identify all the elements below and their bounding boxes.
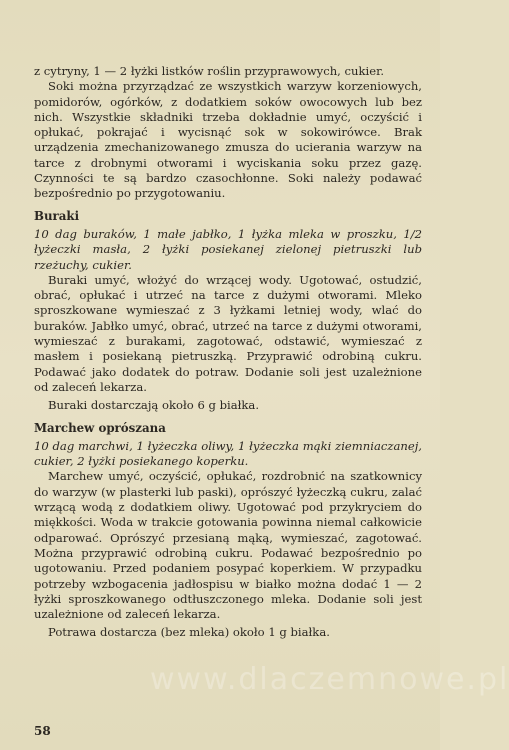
recipe-method-marchew: Marchew umyć, oczyścić, opłukać, rozdrobnić na szatkownicy do warzyw (w plasterki lub paski), oprószyć łyżeczką cukru, zalać wrzącą wodą z dodatkiem oliwy. Ugotować pod przykryciem do miękkości. Woda w trakcie gotowania powinna niemal całkowicie odparować. Oprószyć przesianą mąką, wymieszać, zagotować. Można przyprawić odrobiną cukru. Podawać bezpośrednio po ugotowaniu. Przed podaniem posypać koperkiem. W przypadku potrzeby wzbogacenia jadłospisu w białko można dodać 1 — 2 łyżki sproszkowanego odtłuszczonego mleka. Dodanie soli jest uzależnione od zaleceń lekarza.: [34, 469, 422, 622]
recipe-protein-marchew: Potrawa dostarcza (bez mleka) około 1 g białka.: [48, 625, 330, 640]
page-number: 58: [34, 724, 51, 738]
watermark: www.dlaczemnowe.pl: [150, 662, 509, 697]
page-body: [34, 64, 422, 641]
recipe-title-marchew: Marchew oprószana: [34, 420, 166, 435]
intro-paragraph: Soki można przyrządzać ze wszystkich warzyw korzeniowych, pomidorów, ogórków, z dodatkiem soków owocowych lub bez nich. Wszystkie składniki trzeba dokładnie umyć, oczyścić i opłukać, pokrajać i wycisnąć sok w sokowirówce. Brak urządzenia zmechanizowanego zmusza do ucierania warzyw na tarce z drobnymi otworami i wyciskania soku przez gazę. Czynności te są bardzo czasochłonne. Soki należy podawać bezpośrednio po przygotowaniu.: [34, 79, 422, 201]
recipe-ingredients-marchew: 10 dag marchwi, 1 łyżeczka oliwy, 1 łyżeczka mąki ziemniaczanej, cukier, 2 łyżki posiekanego koperku.: [34, 438, 422, 469]
recipe-ingredients-buraki: 10 dag buraków, 1 małe jabłko, 1 łyżka mleka w proszku, 1/2 łyżeczki masła, 2 łyżki posiekanej zielonej pietruszki lub rzeżuchy, cukier.: [34, 226, 422, 272]
recipe-protein-buraki: Buraki dostarczają około 6 g białka.: [48, 398, 260, 413]
recipe-title-buraki: Buraki: [34, 208, 80, 223]
recipe-method-buraki: Buraki umyć, włożyć do wrzącej wody. Ugotować, ostudzić, obrać, opłukać i utrzeć na tarce z dużymi otworami. Mleko sproszkowane wymieszać z 3 łyżkami letniej wody, wlać do buraków. Jabłko umyć, obrać, utrzeć na tarce z dużymi otworami, wymieszać z burakami, zagotować, odstawić, wymieszać z masłem i posiekaną pietruszką. Przyprawić odrobiną cukru. Podawać jako dodatek do potraw. Dodanie soli jest uzależnione od zaleceń lekarza.: [34, 272, 422, 394]
intro-line: z cytryny, 1 — 2 łyżki listków roślin przyprawowych, cukier.: [34, 64, 385, 78]
